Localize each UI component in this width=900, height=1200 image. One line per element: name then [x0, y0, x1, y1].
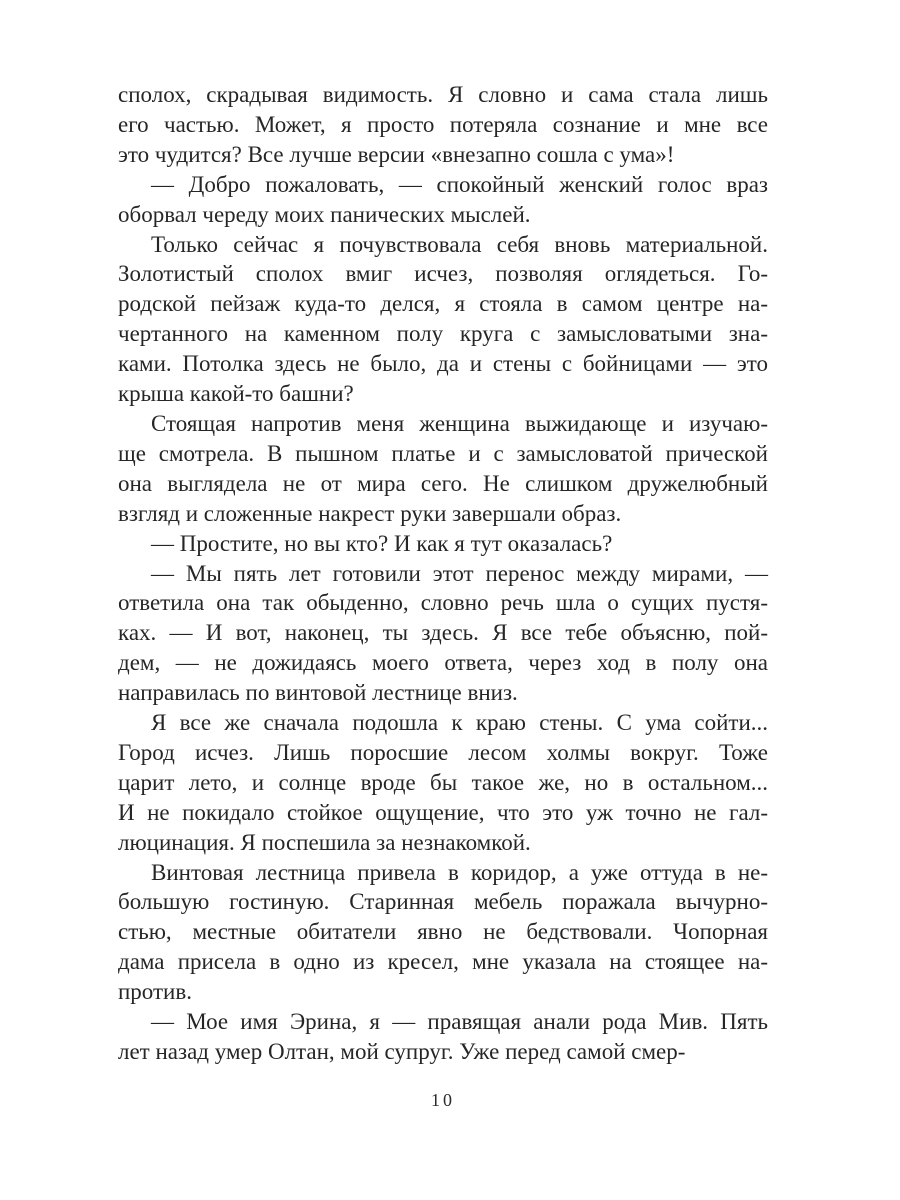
paragraph: [118, 230, 768, 409]
paragraph: [118, 1007, 768, 1067]
paragraph: [118, 858, 768, 1008]
paragraph: [118, 409, 768, 529]
text-line: Я все же сначала подошла к краю стены. С ума сойти...: [151, 710, 768, 736]
text-line: лет назад умер Олтан, мой супруг. Уже перед самой смер-: [118, 1039, 686, 1064]
paragraph: [118, 559, 768, 709]
text-line: Винтовая лестница привела в коридор, а уже оттуда в не-: [151, 859, 768, 885]
paragraph: [118, 529, 768, 559]
text-line: это чудится? Все лучше версии «внезапно сошла с ума»!: [118, 141, 675, 167]
paragraph: [118, 80, 768, 170]
text-line: взгляд и сложенные накрест руки завершали образ.: [118, 500, 622, 526]
page-text: [118, 80, 768, 1067]
text-line: его частью. Может, я просто потеряла сознание и мне все: [118, 111, 768, 137]
text-line: стью, местные обитатели явно не бедствовали. Чопорная: [118, 919, 768, 945]
text-line: крыша какой-то башни?: [118, 381, 354, 407]
text-line: сполох, скрадывая видимость. Я словно и сама стала лишь: [118, 82, 768, 107]
page-number: 10: [431, 1090, 455, 1110]
text-line: — Добро пожаловать, — спокойный женский голос враз: [151, 171, 768, 197]
text-line: И не покидало стойкое ощущение, что это уж точно не гал-: [118, 799, 768, 825]
text-line: Стоящая напротив меня женщина выжидающе и изучаю-: [151, 410, 768, 436]
text-line: она выглядела не от мира сего. Не слишком дружелюбный: [118, 470, 768, 496]
text-line: ками. Потолка здесь не было, да и стены с бойницами — это: [118, 351, 768, 377]
text-line: большую гостиную. Старинная мебель поражала вычурно-: [118, 889, 768, 915]
text-line: Только сейчас я почувствовала себя вновь материальной.: [151, 231, 768, 257]
text-line: люцинация. Я поспешила за незнакомкой.: [118, 829, 531, 855]
text-line: дем, — не дожидаясь моего ответа, через ход в полу она: [118, 650, 768, 676]
paragraph: [118, 708, 768, 858]
text-line: ще смотрела. В пышном платье и с замысловатой прической: [118, 440, 768, 466]
text-line: ответила она так обыденно, словно речь шла о сущих пустя-: [118, 590, 768, 616]
text-line: ках. — И вот, наконец, ты здесь. Я все тебе объясню, пой-: [118, 620, 768, 646]
paragraph: [118, 170, 768, 230]
text-line: — Мое имя Эрина, я — правящая анали рода Мив. Пять: [151, 1009, 768, 1035]
text-line: царит лето, и солнце вроде бы такое же, но в остальном...: [118, 769, 768, 795]
text-line: оборвал череду моих панических мыслей.: [118, 201, 531, 227]
text-line: — Мы пять лет готовили этот перенос между мирами, —: [151, 560, 768, 586]
text-line: дама присела в одно из кресел, мне указала на стоящее на-: [118, 949, 768, 975]
text-line: направилась по винтовой лестнице вниз.: [118, 680, 518, 706]
text-line: против.: [118, 979, 192, 1005]
text-line: — Простите, но вы кто? И как я тут оказалась?: [151, 530, 613, 556]
text-line: Город исчез. Лишь поросшие лесом холмы вокруг. Тоже: [118, 739, 768, 765]
text-line: чертанного на каменном полу круга с замысловатыми зна-: [118, 321, 768, 347]
text-line: Золотистый сполох вмиг исчез, позволяя оглядеться. Го-: [118, 261, 768, 287]
text-line: родской пейзаж куда-то делся, я стояла в самом центре на-: [118, 291, 768, 317]
